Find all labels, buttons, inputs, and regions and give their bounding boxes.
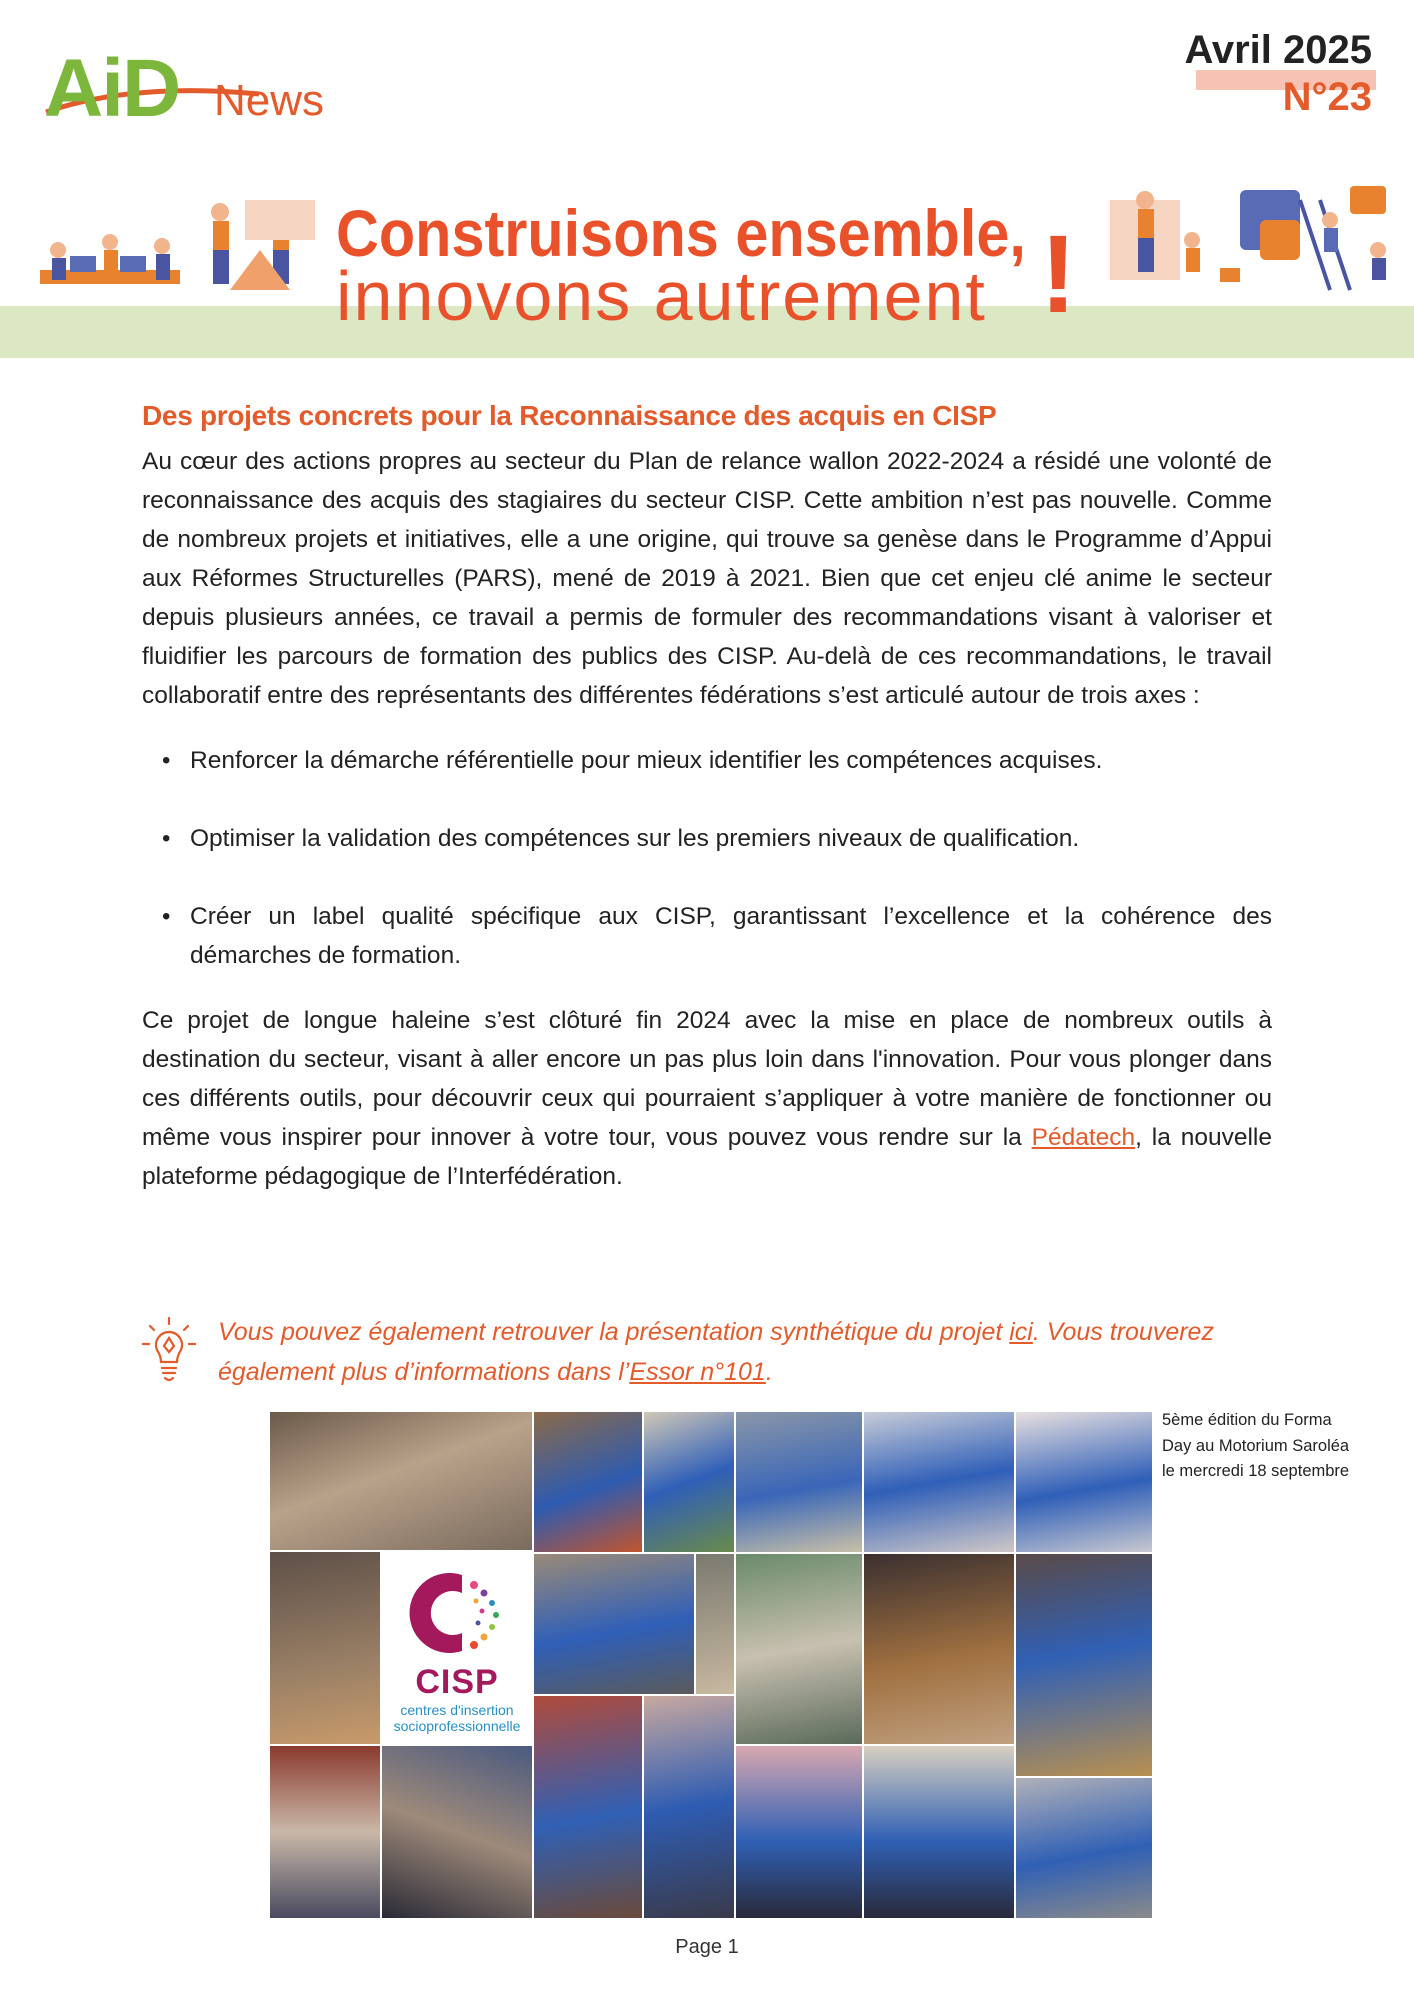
list-item: • Optimiser la validation des compétences sur les premiers niveaux de qualification. [190,819,1272,858]
tip-text [218,1312,1272,1392]
event-photo [270,1412,532,1550]
logo-aid-text: AiD [44,43,180,134]
article [142,400,1272,1196]
logo-news-text: News [214,76,325,125]
cisp-logo-card [382,1552,532,1744]
event-photo [270,1552,380,1744]
cisp-logo-word: CISP [415,1662,499,1701]
event-photo [534,1696,642,1918]
tip-text-part: Vous pouvez également retrouver la présentation synthétique du projet [218,1318,1010,1346]
event-photo [1016,1554,1152,1776]
event-photo [736,1554,862,1744]
lightbulb-icon [142,1316,196,1386]
event-photo [644,1696,734,1918]
banner-line-1: Construisons ensemble, [336,196,1026,270]
axes-list [142,741,1272,975]
closing-text: Ce projet de longue haleine s’est clôturé fin 2024 avec la mise en place de nombreux outils à destination du secteur, visant à aller encore un pas plus loin dans l'innovation. Pour vous plonger dans ces différents outils, pour découvrir ceux qui pourraient s’appliquer à votre manière de fonctionner ou même vous inspirer pour innover à votre tour, vous pouvez vous rendre sur la [142,1007,1272,1151]
event-photo [534,1412,642,1552]
list-item: • Créer un label qualité spécifique aux CISP, garantissant l’excellence et la cohérence des démarches de formation. [190,897,1272,975]
tip-callout [142,1312,1272,1392]
collage-caption: 5ème édition du Forma Day au Motorium Saroléa le mercredi 18 septembre [1162,1411,1350,1480]
event-photo [864,1746,1014,1918]
event-photo [696,1554,734,1694]
issue-number: N°23 [1282,75,1372,119]
essor-link[interactable]: Essor n°101 [629,1358,766,1386]
photo-collage [270,1412,1152,1918]
event-photo [534,1554,694,1694]
event-photo [270,1746,380,1918]
article-intro: Au cœur des actions propres au secteur du Plan de relance wallon 2022-2024 a résidé une volonté de reconnaissance des acquis des stagiaires du secteur CISP. Cette ambition n’est pas nouvelle. Comme de nombreux projets et initiatives, elle a une origine, qui trouve sa genèse dans le Programme d’Appui aux Réformes Structurelles (PARS), mené de 2019 à 2021. Bien que cet enjeu clé anime le secteur depuis plusieurs années, ce travail a permis de formuler des recommandations visant à valoriser et fluidifier les parcours de formation des publics des CISP. Au-delà de ces recommandations, le travail collaboratif entre des représentants des différentes fédérations s’est articulé autour de trois axes : [142,448,1272,709]
event-photo [736,1412,862,1552]
article-closing [142,1001,1272,1196]
cisp-logo-icon [402,1563,512,1663]
cisp-sub-line: socioprofessionnelle [393,1717,521,1734]
event-photo [736,1746,862,1918]
aid-news-logo [44,44,334,134]
pedatech-link[interactable]: Pédatech [1031,1124,1136,1151]
tip-text-part: . Vous trouverez également plus d’informations dans l’ [218,1318,1214,1386]
event-photo [1016,1412,1152,1552]
banner-exclamation: ! [1040,213,1077,336]
article-title: Des projets concrets pour la Reconnaissance des acquis en CISP [142,400,997,431]
issue-date: Avril 2025 [1184,28,1372,72]
issue-info [1184,28,1372,120]
event-photo [382,1746,532,1918]
list-item: • Renforcer la démarche référentielle pour mieux identifier les compétences acquises. [190,741,1272,780]
presentation-link[interactable]: ici [1009,1318,1033,1346]
event-photo [1016,1778,1152,1918]
banner-line-2: innovons autrement [336,257,987,335]
event-photo [644,1412,734,1552]
banner-title [336,196,1096,335]
page-number: Page 1 [675,1936,739,1958]
tip-text-part: . [765,1358,773,1386]
cisp-logo-subtitle [394,1702,521,1734]
construction-workers-illustration-right [1100,180,1400,300]
closing-text-end: , la nouvelle plateforme pédagogique de l’Interfédération. [142,1124,1272,1190]
event-photo [864,1554,1014,1744]
construction-workers-illustration-left [30,190,330,300]
cisp-sub-line: centres d'insertion [400,1701,514,1718]
event-photo [864,1412,1014,1552]
